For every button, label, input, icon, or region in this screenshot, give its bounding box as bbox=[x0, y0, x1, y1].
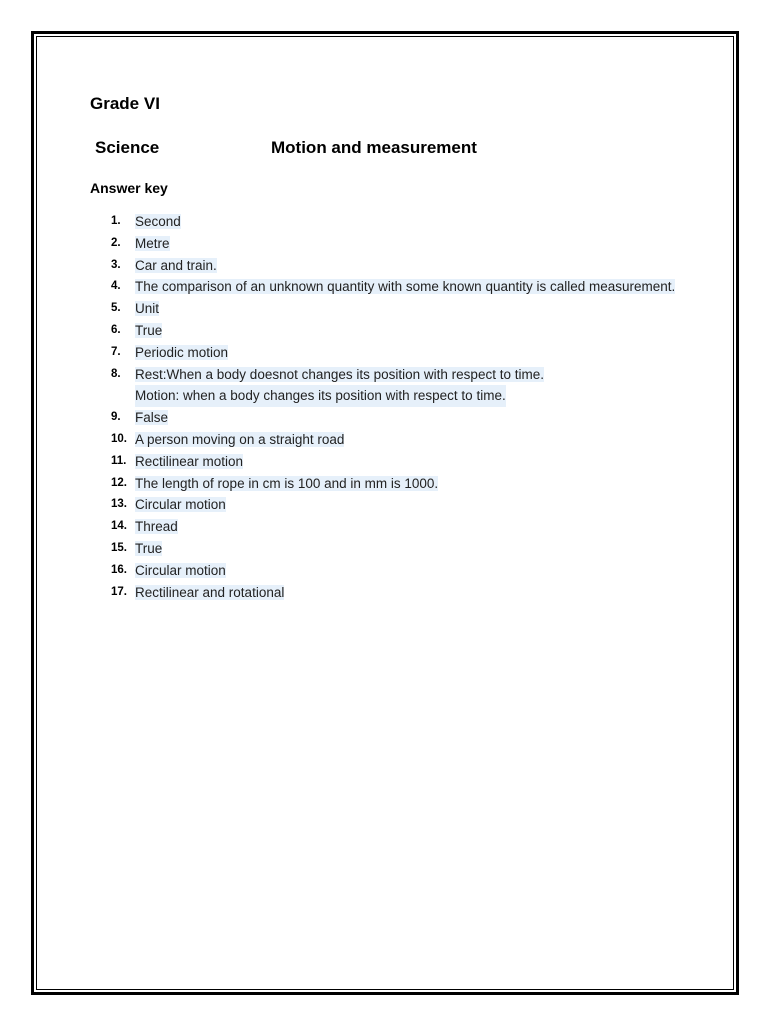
answer-text: False bbox=[135, 410, 169, 426]
answer-number: 1. bbox=[111, 215, 121, 227]
answer-number: 6. bbox=[111, 323, 121, 336]
document-content bbox=[90, 92, 690, 603]
answer-item bbox=[90, 429, 690, 451]
answer-number: 10. bbox=[111, 432, 127, 445]
answer-number: 8. bbox=[111, 367, 121, 380]
answer-item bbox=[90, 560, 690, 582]
subject-row bbox=[90, 136, 690, 160]
answer-key-heading: Answer key bbox=[90, 180, 168, 196]
answer-text: Periodic motion bbox=[135, 344, 229, 360]
answer-text: Circular motion bbox=[135, 562, 226, 578]
answer-item bbox=[90, 538, 690, 560]
answer-item bbox=[90, 364, 690, 408]
answer-number: 11. bbox=[111, 454, 127, 467]
answer-number: 2. bbox=[111, 236, 121, 249]
answer-item bbox=[90, 298, 690, 320]
answer-item bbox=[90, 276, 690, 298]
answer-item bbox=[90, 451, 690, 473]
answer-text: Circular motion bbox=[135, 497, 226, 513]
answer-number: 4. bbox=[111, 280, 121, 293]
answer-text: Rectilinear motion bbox=[135, 453, 244, 469]
answer-number: 16. bbox=[111, 563, 127, 576]
answer-text: Rectilinear and rotational bbox=[135, 584, 285, 600]
answer-text: True bbox=[135, 322, 163, 338]
answer-text: Thread bbox=[135, 519, 178, 535]
grade-heading: Grade VI bbox=[90, 94, 160, 113]
answer-number: 12. bbox=[111, 476, 127, 489]
answer-text: Unit bbox=[135, 301, 160, 317]
answer-text: Metre bbox=[135, 235, 170, 251]
answer-item bbox=[90, 407, 690, 429]
answer-number: 3. bbox=[111, 258, 121, 271]
answer-item bbox=[90, 494, 690, 516]
topic-heading: Motion and measurement bbox=[271, 138, 477, 157]
answer-item bbox=[90, 582, 690, 604]
answer-number: 17. bbox=[111, 585, 127, 598]
answer-item bbox=[90, 320, 690, 342]
answer-text: True bbox=[135, 540, 163, 556]
answer-number: 7. bbox=[111, 345, 121, 358]
answer-item bbox=[90, 473, 690, 495]
answer-text: Rest:When a body doesnot changes its position with respect to time. bbox=[135, 366, 544, 382]
answer-list bbox=[90, 211, 690, 603]
answer-text: A person moving on a straight road bbox=[135, 431, 345, 447]
answer-text: Car and train. bbox=[135, 257, 217, 273]
answer-text: The comparison of an unknown quantity with some known quantity is called measurement. bbox=[135, 279, 676, 295]
answer-item bbox=[90, 211, 690, 233]
answer-number: 15. bbox=[111, 541, 127, 554]
answer-text: The length of rope in cm is 100 and in mm is 1000. bbox=[135, 475, 439, 491]
subject-heading: Science bbox=[95, 138, 160, 157]
answer-number: 14. bbox=[111, 520, 127, 533]
answer-item bbox=[90, 342, 690, 364]
answer-item bbox=[90, 516, 690, 538]
answer-number: 9. bbox=[111, 411, 121, 424]
answer-item bbox=[90, 233, 690, 255]
answer-text: Second bbox=[135, 214, 181, 229]
answer-number: 5. bbox=[111, 302, 121, 315]
answer-text-continued: Motion: when a body changes its position with respect to time. bbox=[135, 385, 506, 407]
answer-number: 13. bbox=[111, 498, 127, 511]
answer-item bbox=[90, 255, 690, 277]
